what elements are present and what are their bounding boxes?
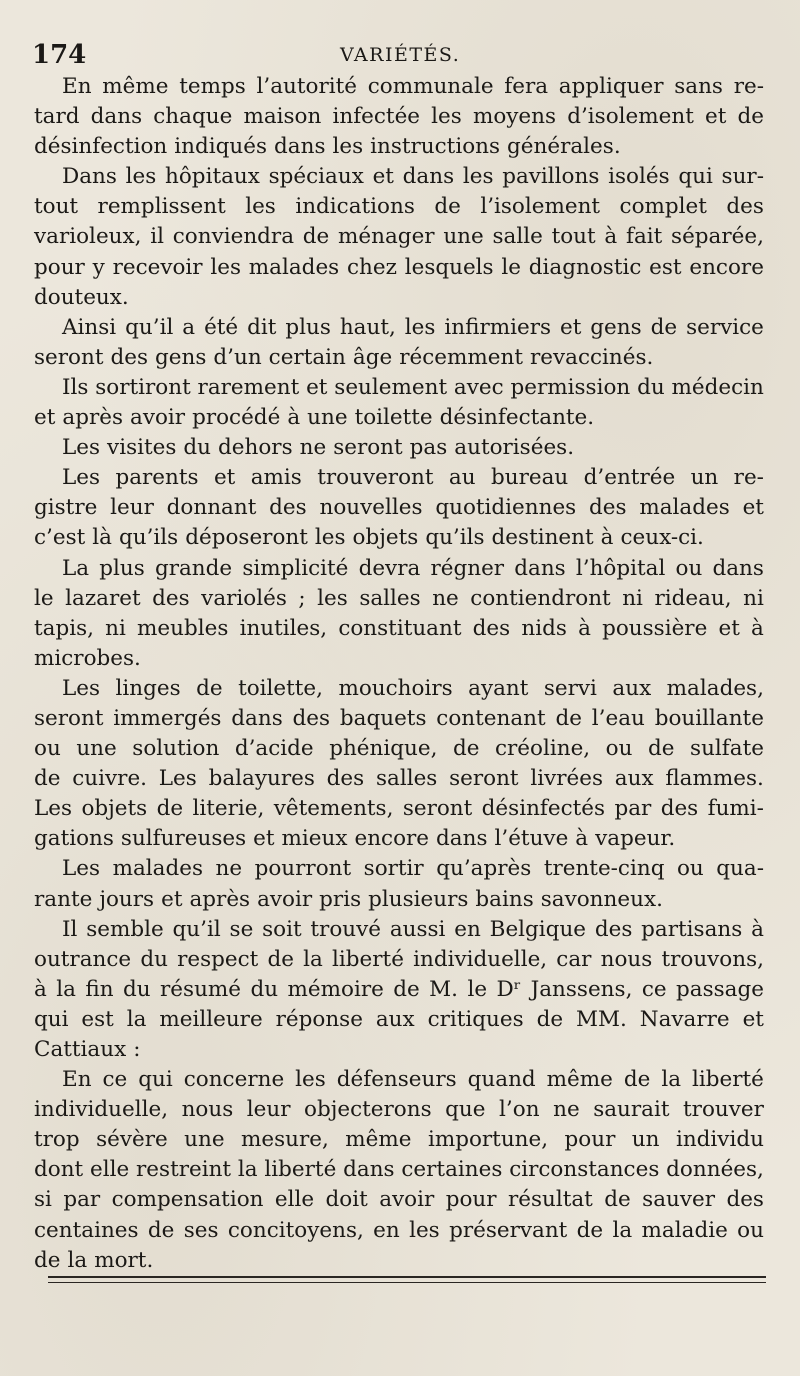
text-line: Les visites du dehors ne seront pas autorisées. [62,435,575,461]
text-line: seront des gens d’un certain âge récemment revaccinés. [34,344,654,370]
text-line: et après avoir procédé à une toilette désinfectante. [34,405,595,431]
text-line: qui est la meilleure réponse aux critiques de MM. Navarre et [34,1006,764,1032]
text-line: centaines de ses concitoyens, en les préservant de la maladie ou [34,1217,764,1243]
text-line: seront immergés dans des baquets contenant de l’eau bouillante [34,705,764,731]
text-line: Ainsi qu’il a été dit plus haut, les infirmiers et gens de service [62,314,764,340]
text-line: douteux. [34,284,129,310]
text-line: Ils sortiront rarement et seulement avec permission du médecin [62,374,764,400]
text-line: le lazaret des variolés ; les salles ne contiendront ni rideau, ni [34,585,764,611]
text-line: gistre leur donnant des nouvelles quotidiennes des malades et [34,495,764,521]
text-line: En ce qui concerne les défenseurs quand même de la liberté [62,1067,764,1093]
text-line: Les malades ne pourront sortir qu’après trente-cinq ou qua- [62,856,764,882]
text-line: Les linges de toilette, mouchoirs ayant servi aux malades, [62,675,764,701]
text-line: pour y recevoir les malades chez lesquels le diagnostic est encore [34,254,764,280]
text-line: Il semble qu’il se soit trouvé aussi en Belgique des partisans à [62,916,764,942]
text-line: de la mort. [34,1247,154,1273]
text-line: tapis, ni meubles inutiles, constituant des nids à poussière et à [34,615,764,641]
closing-rule [48,1276,766,1278]
text-line: Les parents et amis trouveront au bureau d’entrée un re- [62,465,764,491]
text-line: individuelle, nous leur objecterons que l’on ne saurait trouver [34,1097,764,1123]
text-line: Cattiaux : [34,1037,141,1062]
text-line: outrance du respect de la liberté individuelle, car nous trouvons, [34,946,764,972]
text-line: gations sulfureuses et mieux encore dans l’étuve à vapeur. [34,826,676,852]
text-line: varioleux, il conviendra de ménager une salle tout à fait séparée, [34,224,764,250]
page-number: 174 [32,40,87,70]
text-line: En même temps l’autorité communale fera appliquer sans re- [62,74,764,99]
text-line: Dans les hôpitaux spéciaux et dans les pavillons isolés qui sur- [62,164,764,190]
text-line: trop sévère une mesure, même importune, pour un individu [34,1127,764,1153]
text-line: La plus grande simplicité devra régner dans l’hôpital ou dans [62,555,764,581]
text-line: ou une solution d’acide phénique, de créoline, ou de sulfate [34,736,764,762]
text-line: tard dans chaque maison infectée les moyens d’isolement et de [34,104,764,130]
text-line: Les objets de literie, vêtements, seront désinfectés par des fumi- [34,796,764,822]
text-line: microbes. [34,645,141,671]
text-line: à la fin du résumé du mémoire de M. le Dʳ Janssens, ce passage [34,976,764,1002]
body-text [34,72,764,1276]
text-line: désinfection indiqués dans les instructions générales. [34,134,621,160]
closing-rule-thin [48,1282,766,1283]
running-title: VARIÉTÉS. [340,44,461,66]
text-line: dont elle restreint la liberté dans certaines circonstances données, [34,1157,764,1183]
text-line: tout remplissent les indications de l’isolement complet des [34,194,764,220]
text-line: si par compensation elle doit avoir pour résultat de sauver des [34,1187,764,1213]
text-line: c’est là qu’ils déposeront les objets qu’ils destinent à ceux-ci. [34,525,704,551]
text-line: de cuivre. Les balayures des salles seront livrées aux flammes. [34,766,764,792]
text-line: rante jours et après avoir pris plusieurs bains savonneux. [34,886,663,912]
